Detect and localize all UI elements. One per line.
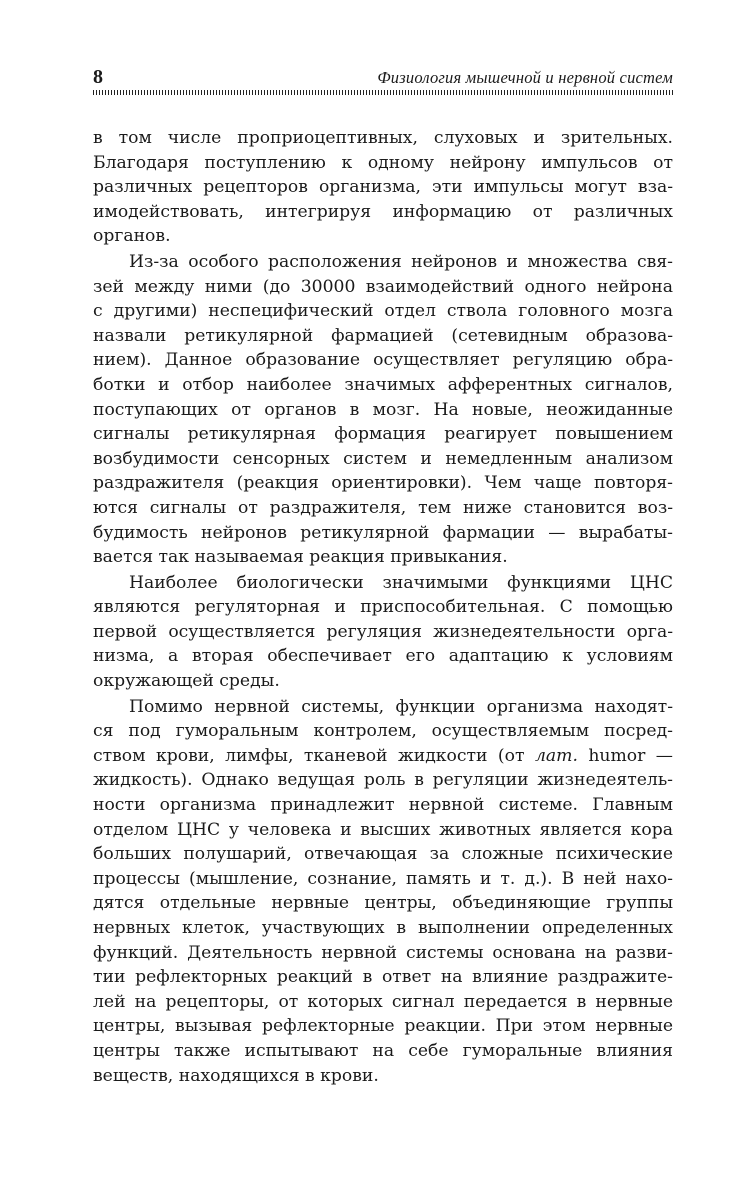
text-line: различных рецепторов организма, эти импульсы могут вза-: [93, 177, 673, 198]
text-line: органов.: [93, 226, 171, 247]
text-line: в том числе проприоцептивных, слуховых и зрительных.: [93, 128, 673, 148]
paragraph-1: [93, 126, 673, 249]
text-line: с другими) неспецифический отдел ствола головного мозга: [93, 301, 673, 322]
text-line: центры, вызывая рефлекторные реакции. При этом нервные: [93, 1016, 673, 1037]
text-line: больших полушарий, отвечающая за сложные психические: [93, 844, 673, 865]
text-line: Помимо нервной системы, функции организма находят-: [129, 696, 673, 717]
running-title: Физиология мышечной и нервной систем: [377, 68, 673, 87]
text-line: зей между ними (до 30000 взаимодействий одного нейрона: [93, 276, 673, 297]
text-fragment: humor —: [588, 745, 673, 766]
text-line: процессы (мышление, сознание, память и т. д.). В ней нахо-: [93, 868, 673, 889]
text-line: первой осуществляется регуляция жизнедеятельности орга-: [93, 621, 673, 642]
text-line: вается так называемая реакция привыкания.: [93, 547, 508, 568]
text-line-with-italic: [93, 744, 673, 769]
paragraph-2: [93, 250, 673, 570]
text-line: будимость нейронов ретикулярной фармации — вырабаты-: [93, 522, 673, 543]
text-line: Благодаря поступлению к одному нейрону импульсов от: [93, 152, 673, 173]
text-line: раздражителя (реакция ориентировки). Чем чаще повторя-: [93, 473, 673, 494]
text-line: ботки и отбор наиболее значимых афферентных сигналов,: [93, 374, 673, 395]
text-line: поступающих от органов в мозг. На новые, неожиданные: [93, 399, 673, 420]
running-header: [93, 64, 675, 94]
paragraph-4: [93, 695, 673, 1089]
text-line: назвали ретикулярной фармацией (сетевидным образова-: [93, 325, 673, 346]
text-line: ются сигналы от раздражителя, тем ниже становится воз-: [93, 497, 673, 518]
text-fragment: ством крови, лимфы, тканевой жидкости (от: [93, 745, 525, 766]
page-number: 8: [93, 66, 103, 88]
text-line: веществ, находящихся в крови.: [93, 1065, 379, 1086]
text-line: нервных клеток, участвующих в выполнении определенных: [93, 918, 673, 938]
text-line: ся под гуморальным контролем, осуществляемым посред-: [93, 721, 673, 742]
text-line: отделом ЦНС у человека и высших животных является кора: [93, 819, 673, 840]
text-line: сигналы ретикулярная формация реагирует повышением: [93, 424, 673, 445]
text-line: низма, а вторая обеспечивает его адаптацию к условиям: [93, 646, 673, 667]
text-line: дятся отдельные нервные центры, объединяющие группы: [93, 893, 673, 914]
text-line: имодействовать, интегрируя информацию от различных: [93, 201, 673, 222]
header-rule: [93, 90, 675, 95]
text-line: Наиболее биологически значимыми функциями ЦНС: [129, 572, 673, 593]
body-text: [93, 126, 673, 1088]
text-line: Из-за особого расположения нейронов и множества свя-: [129, 251, 673, 272]
text-line: являются регуляторная и приспособительная. С помощью: [93, 597, 673, 618]
text-line: возбудимости сенсорных систем и немедленным анализом: [93, 448, 673, 469]
text-line: центры также испытывают на себе гуморальные влияния: [93, 1040, 673, 1061]
italic-abbreviation: лат.: [534, 745, 578, 766]
text-line: ности организма принадлежит нервной системе. Главным: [93, 795, 673, 816]
text-line: окружающей среды.: [93, 671, 280, 692]
text-line: нием). Данное образование осуществляет регуляцию обра-: [93, 350, 673, 371]
text-line: жидкость). Однако ведущая роль в регуляции жизнедеятель-: [93, 770, 673, 791]
text-line: тии рефлекторных реакций в ответ на влияние раздражите-: [93, 967, 673, 988]
text-line: лей на рецепторы, от которых сигнал передается в нервные: [93, 991, 673, 1012]
paragraph-3: [93, 571, 673, 694]
text-line: функций. Деятельность нервной системы основана на разви-: [93, 942, 673, 963]
